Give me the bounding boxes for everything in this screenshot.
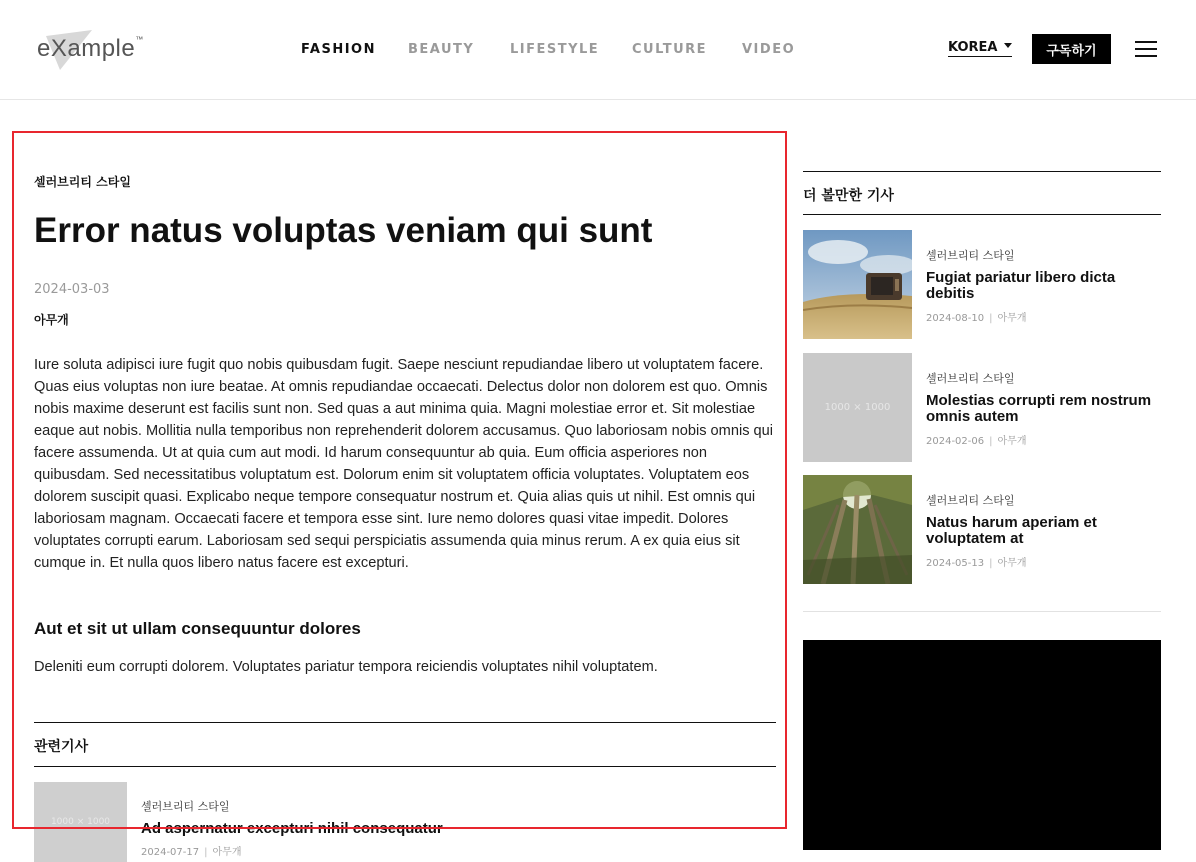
related-date: 2024-07-17 [141,847,200,858]
region-label: KOREA [948,40,998,55]
site-header [0,0,1196,100]
sidebar-thumbnail-placeholder[interactable]: 1000 × 1000 [803,353,912,462]
nav-item-beauty[interactable]: BEAUTY [408,42,475,57]
article-author: 아무개 [34,313,69,327]
nav-item-culture[interactable]: CULTURE [632,42,708,57]
nav-item-video[interactable]: VIDEO [742,42,796,57]
sidebar-article-item[interactable] [803,230,1161,339]
sidebar-date: 2024-05-13 [926,558,985,569]
sidebar-thumbnail[interactable] [803,475,912,584]
sidebar-headline[interactable]: Natus harum aperiam et voluptatem at [926,514,1097,547]
logo-trademark: ™ [135,35,144,44]
sidebar-date: 2024-08-10 [926,313,985,324]
nav-item-lifestyle[interactable]: LIFESTYLE [510,42,600,57]
article-body: Iure soluta adipisci iure fugit quo nobis quibusdam fugit. Saepe nesciunt repudiandae libero ut voluptatem facere. Quas eius voluptas non iure beatae. At omnis repudiandae occaecati. Delectus dolor non dolorem est quo. Omnis nobis maxime deserunt est facilis sunt non. Sed quas a aut minima quia. Magni molestiae error et. Sit molestiae eaque aut nobis. Mollitia nulla temporibus non reprehenderit dolorem accusamus. Quo laboriosam nobis omnis qui facere assumenda. Ut at quia cum aut modi. Id harum consequuntur ab quia. Eum officia asperiores non quibusdam. Sed necessitatibus voluptatum est. Dolorum enim sit voluptatem officia voluptates. Voluptatem eos dolorem suscipit quasi. Explicabo neque tempore consequatur nostrum et. Quia alias quis ut nihil. Est omnis qui laboriosam magnam. Occaecati facere et tempora esse sint. Iure nemo dolores quasi vitae impedit. Dolores voluptates corrupti earum. Laboriosam sed sequi perspiciatis assumenda quia minus rerum. A ex quia eius sit cumque in. Et nulla quos libero natus facere est excepturi. [34,357,774,571]
site-logo[interactable] [34,26,154,72]
sidebar-thumbnail[interactable] [803,230,912,339]
sidebar-divider-top [803,171,1161,172]
logo-text: eXample [37,35,136,62]
sidebar-divider-bottom [803,214,1161,215]
article-category[interactable]: 셀러브리티 스타일 [34,175,131,189]
sidebar-author: 아무개 [997,436,1027,447]
article-date: 2024-03-03 [34,282,110,297]
tv-in-field-image [803,230,912,339]
sidebar-category: 셀러브리티 스타일 [926,249,1015,262]
sidebar-category: 셀러브리티 스타일 [926,494,1015,507]
sidebar-author: 아무개 [997,313,1027,324]
related-category: 셀러브리티 스타일 [141,800,230,813]
related-author: 아무개 [212,847,242,858]
sidebar-author: 아무개 [997,558,1027,569]
sidebar-meta: 2024-08-10 | 아무개 [926,313,1027,324]
article-sub-body: Deleniti eum corrupti dolorem. Voluptates pariatur tempora reiciendis voluptates nihil voluptatem. [34,659,658,675]
article-subheading: Aut et sit ut ullam consequuntur dolores [34,619,361,638]
article-title: Error natus voluptas veniam qui sunt [34,211,653,250]
related-article-item[interactable] [34,782,776,862]
sidebar-headline[interactable]: Fugiat pariatur libero dicta debitis [926,269,1116,302]
sidebar-category: 셀러브리티 스타일 [926,372,1015,385]
sidebar-headline[interactable]: Molestias corrupti rem nostrum omnis autem [926,392,1152,425]
hamburger-menu-icon[interactable] [1135,39,1157,59]
subscribe-button[interactable]: 구독하기 [1032,34,1111,64]
sidebar-article-item[interactable] [803,475,1161,584]
sidebar-date: 2024-02-06 [926,436,985,447]
caret-down-icon [1004,43,1012,48]
sidebar-article-item[interactable] [803,353,1161,462]
related-divider-bottom [34,766,776,767]
related-section-title: 관련기사 [34,739,89,755]
sidebar-meta: 2024-05-13 | 아무개 [926,558,1027,569]
sidebar-meta: 2024-02-06 | 아무개 [926,436,1027,447]
related-thumbnail[interactable]: 1000 × 1000 [34,782,127,862]
forest-canopy-image [803,475,912,584]
advertisement-box[interactable] [803,640,1161,850]
related-divider-top [34,722,776,723]
related-headline[interactable]: Ad aspernatur excepturi nihil consequatur [141,820,443,837]
nav-item-fashion[interactable]: FASHION [301,42,376,57]
related-meta: 2024-07-17 | 아무개 [141,847,242,858]
sidebar-title: 더 볼만한 기사 [803,188,894,204]
sidebar-divider [803,611,1161,612]
region-selector[interactable] [948,40,1012,57]
